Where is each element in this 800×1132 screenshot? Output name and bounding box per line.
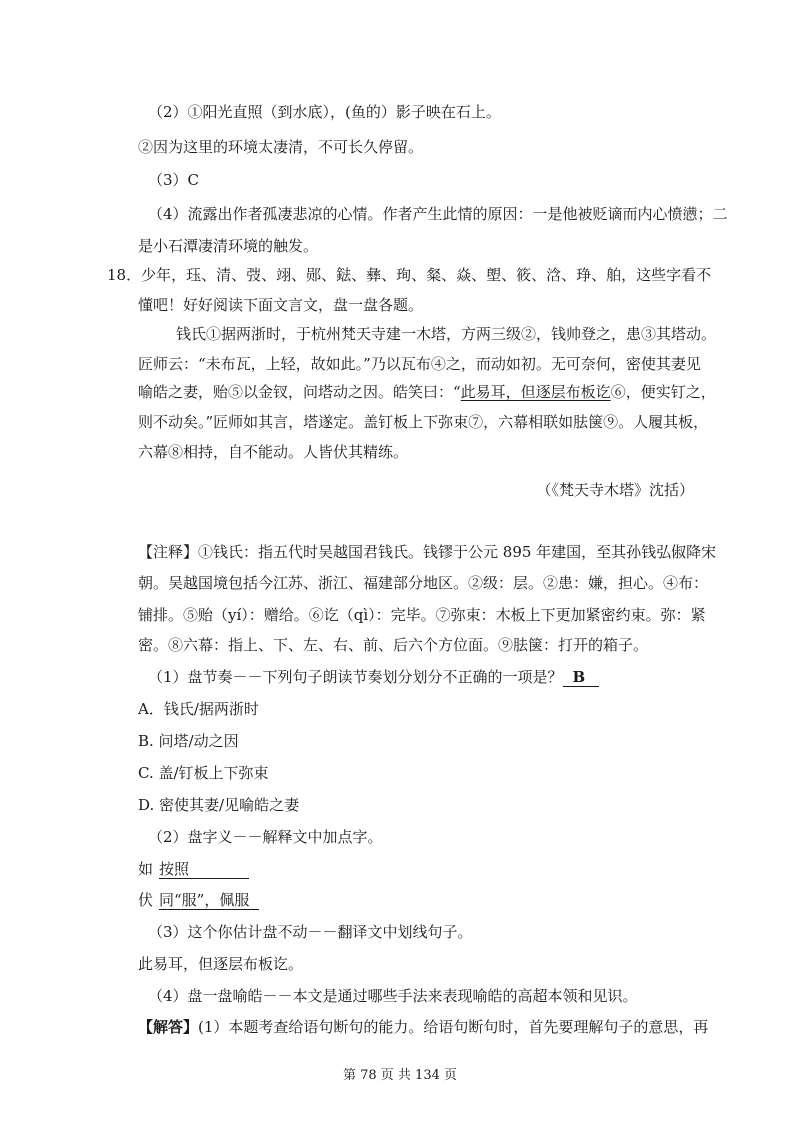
answer-line: 是小石潭凄清环境的触发。 [138, 237, 319, 255]
option-a: A．钱氏/据两浙时 [138, 700, 259, 718]
question-text: （1）盘节奏－－下列句子朗读节奏划分划分不正确的一项是？ [148, 668, 563, 686]
answer-line: （4）流露出作者孤凄悲凉的心情。作者产生此情的原因：一是他被贬谪而内心愤懑；二 [148, 205, 728, 223]
passage-line: 六幕⑧相持，自不能动。人皆伏其精练。 [138, 443, 409, 461]
sub-question-2: （2）盘字义－－解释文中加点字。 [148, 828, 383, 846]
sub-question-4: （4）盘一盘喻皓－－本文是通过哪些手法来表现喻皓的高超本领和见识。 [148, 987, 638, 1005]
word-label: 伏 [138, 891, 154, 909]
notes-line: 【注释】①钱氏：指五代时吴越国君钱氏。钱镠于公元 895 年建国，至其孙钱弘俶降宋 [138, 543, 717, 561]
answer-blank: B [563, 668, 600, 687]
passage-line: 匠师云：“未布瓦，上轻，故如此。”乃以瓦布④之，而动如初。无可奈何，密使其妻见 [138, 355, 701, 373]
fill-answer: 按照 [159, 860, 249, 879]
answer-line: ②因为这里的环境太凄清，不可长久停留。 [138, 138, 424, 156]
passage-text: 喻皓之妻，贻⑤以金钗，问塔动之因。皓笑曰：“ [138, 383, 461, 401]
option-d: D. 密使其妻/见喻皓之妻 [138, 796, 300, 814]
passage-line: 则不动矣。”匠师如其言，塔遂定。盖钉板上下弥束⑦，六幕相联如胠箧⑨。人履其板， [138, 413, 709, 431]
page-footer: 第 78 页 共 134 页 [342, 1068, 458, 1083]
passage-text: ⑥，便实钉之， [610, 383, 716, 401]
notes-line: 密。⑧六幕：指上、下、左、右、前、后六个方位面。⑨胠箧：打开的箱子。 [138, 636, 649, 654]
passage-line: 钱氏①据两浙时，于杭州梵天寺建一木塔，方两三级②，钱帅登之，患③其塔动。 [176, 325, 717, 343]
notes-line: 铺排。⑤贻（yí）：赠给。⑥讫（qì）：完毕。⑦弥束：木板上下更加紧密约束。弥：紧 [138, 606, 706, 624]
answer-line: （3）C [148, 171, 200, 189]
question-18-intro: 懂吧！好好阅读下面文言文，盘一盘各题。 [138, 296, 424, 314]
solution-text: (1）本题考查给语句断句的能力。给语句断句时，首先要理解句子的意思，再 [198, 1018, 709, 1036]
passage-line [138, 381, 716, 403]
sub-question-1 [148, 666, 599, 688]
solution-label: 【解答】 [138, 1018, 199, 1036]
underlined-sentence: 此易耳，但逐层布板讫 [460, 383, 611, 401]
answer-line: （2）①阳光直照（到水底），(鱼的）影子映在石上。 [148, 103, 501, 121]
solution-line [138, 1016, 708, 1038]
option-b: B. 问塔/动之因 [138, 732, 239, 750]
word-label: 如 [138, 860, 154, 878]
answer-line [138, 889, 259, 911]
answer-line [138, 858, 249, 880]
sub-question-3: （3）这个你估计盘不动－－翻译文中划线句子。 [148, 923, 473, 941]
notes-line: 朝。吴越国境包括今江苏、浙江、福建部分地区。②级：层。②患：嫌，担心。④布： [138, 574, 709, 592]
question-18-intro: 18．少年，珏、清、弢、翊、郧、鍅、彝、珣、粲、焱、塱、筱、浛、琤、舶，这些字看不 [107, 266, 712, 284]
answer-line: 此易耳，但逐层布板讫。 [138, 955, 304, 973]
passage-source: （《梵天寺木塔》沈括） [536, 481, 694, 499]
option-c: C. 盖/钉板上下弥束 [138, 764, 269, 782]
fill-answer: 同“服”，佩服 [159, 891, 259, 910]
